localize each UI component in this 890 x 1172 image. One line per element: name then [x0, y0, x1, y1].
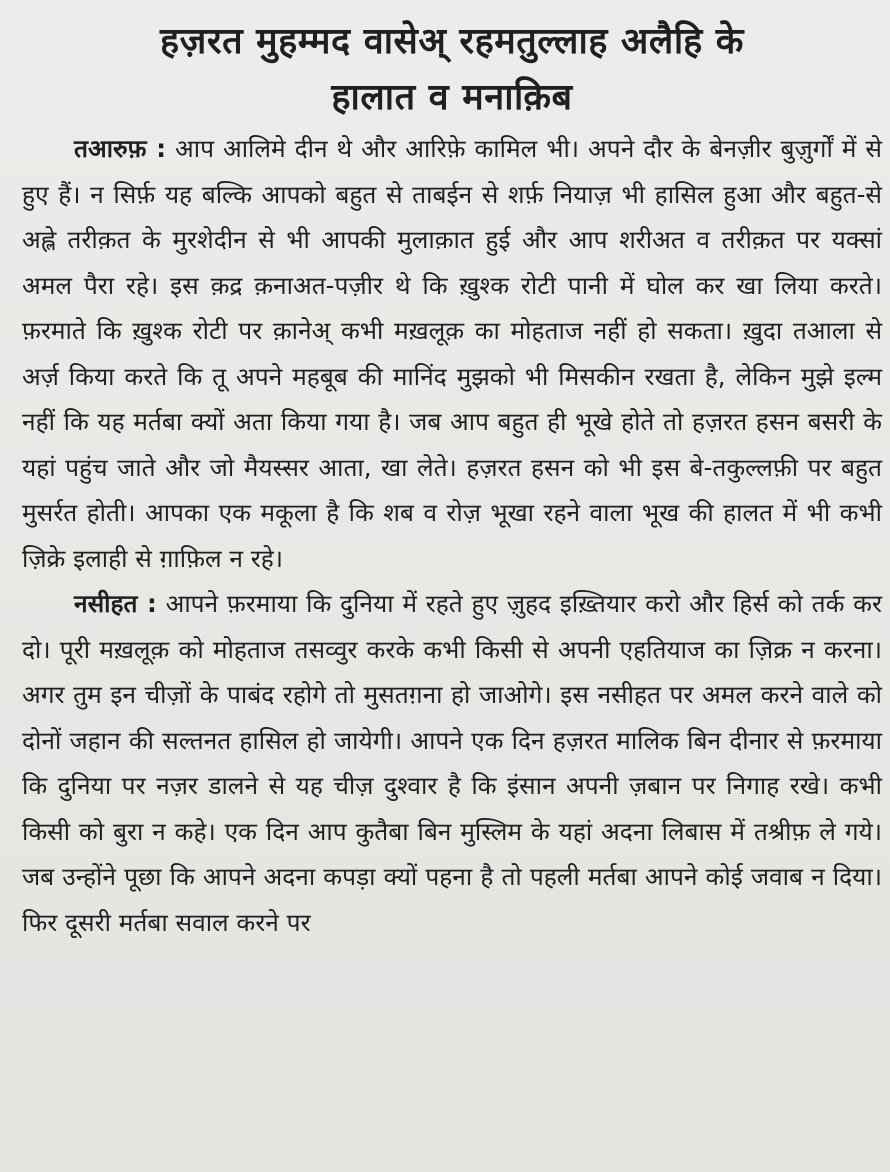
article-title — [22, 14, 882, 126]
article-title-line-1: हज़रत मुहम्मद वासेअ् रहमतुल्लाह अलैहि के — [160, 21, 744, 62]
paragraph-advice — [22, 581, 882, 945]
paragraph-introduction-text: आप आलिमे दीन थे और आरिफ़े कामिल भी। अपने दौर के बेनज़ीर बुज़ुर्गों में से हुए हैं। न सिर्फ़ यह बल्कि आपको बहुत से ताबईन से शर्फ़ नियाज़ भी हासिल हुआ और बहुत-से अह्ले तरीक़त के मुरशेदीन से भी आपकी मुलाक़ात हुई और आप शरीअत व तरीक़त पर यक्सां अमल पैरा रहे। इस क़द्र क़नाअत-पज़ीर थे कि ख़ुश्क रोटी पानी में घोल कर खा लिया करते। फ़रमाते कि ख़ुश्क रोटी पर क़ानेअ् कभी मख़लूक़ का मोहताज नहीं हो सकता। ख़ुदा तआला से अर्ज़ किया करते कि तू अपने महबूब की मानिंद मुझको भी मिसकीन रखता है, लेकिन मुझे इल्म नहीं कि यह मर्तबा क्यों अता किया गया है। जब आप बहुत ही भूखे होते तो हज़रत हसन बसरी के यहां पहुंच जाते और जो मैयस्सर आता, खा लेते। हज़रत हसन को भी इस बे-तकुल्लफ़ी पर बहुत मुसर्रत होती। आपका एक मकूला है कि शब व रोज़ भूखा रहने वाला भूख की हालत में भी कभी ज़िक्रे इलाही से ग़ाफ़िल न रहे। — [22, 134, 882, 573]
section-label-introduction: तआरुफ़ : — [74, 134, 167, 163]
paragraph-advice-text: आपने फ़रमाया कि दुनिया में रहते हुए ज़ुहद इख़्तियार करो और हिर्स को तर्क कर दो। पूरी मख़लूक़ को मोहताज तसव्वुर करके कभी किसी से अपनी एहतियाज का ज़िक्र न करना। अगर तुम इन चीज़ों के पाबंद रहोगे तो मुसतग़ना हो जाओगे। इस नसीहत पर अमल करने वाले को दोनों जहान की सल्तनत हासिल हो जायेगी। आपने एक दिन हज़रत मालिक बिन दीनार से फ़रमाया कि दुनिया पर नज़र डालने से यह चीज़ दुश्वार है कि इंसान अपनी ज़बान पर निगाह रखे। कभी किसी को बुरा न कहे। एक दिन आप कुतैबा बिन मुस्लिम के यहां अदना लिबास में तश्रीफ़ ले गये। जब उन्होंने पूछा कि आपने अदना कपड़ा क्यों पहना है तो पहली मर्तबा आपने कोई जवाब न दिया। फिर दूसरी मर्तबा सवाल करने पर — [22, 589, 882, 937]
section-label-advice: नसीहत : — [74, 589, 157, 618]
paragraph-introduction — [22, 126, 882, 581]
article-title-line-2: हालात व मनाक़िब — [331, 77, 573, 118]
